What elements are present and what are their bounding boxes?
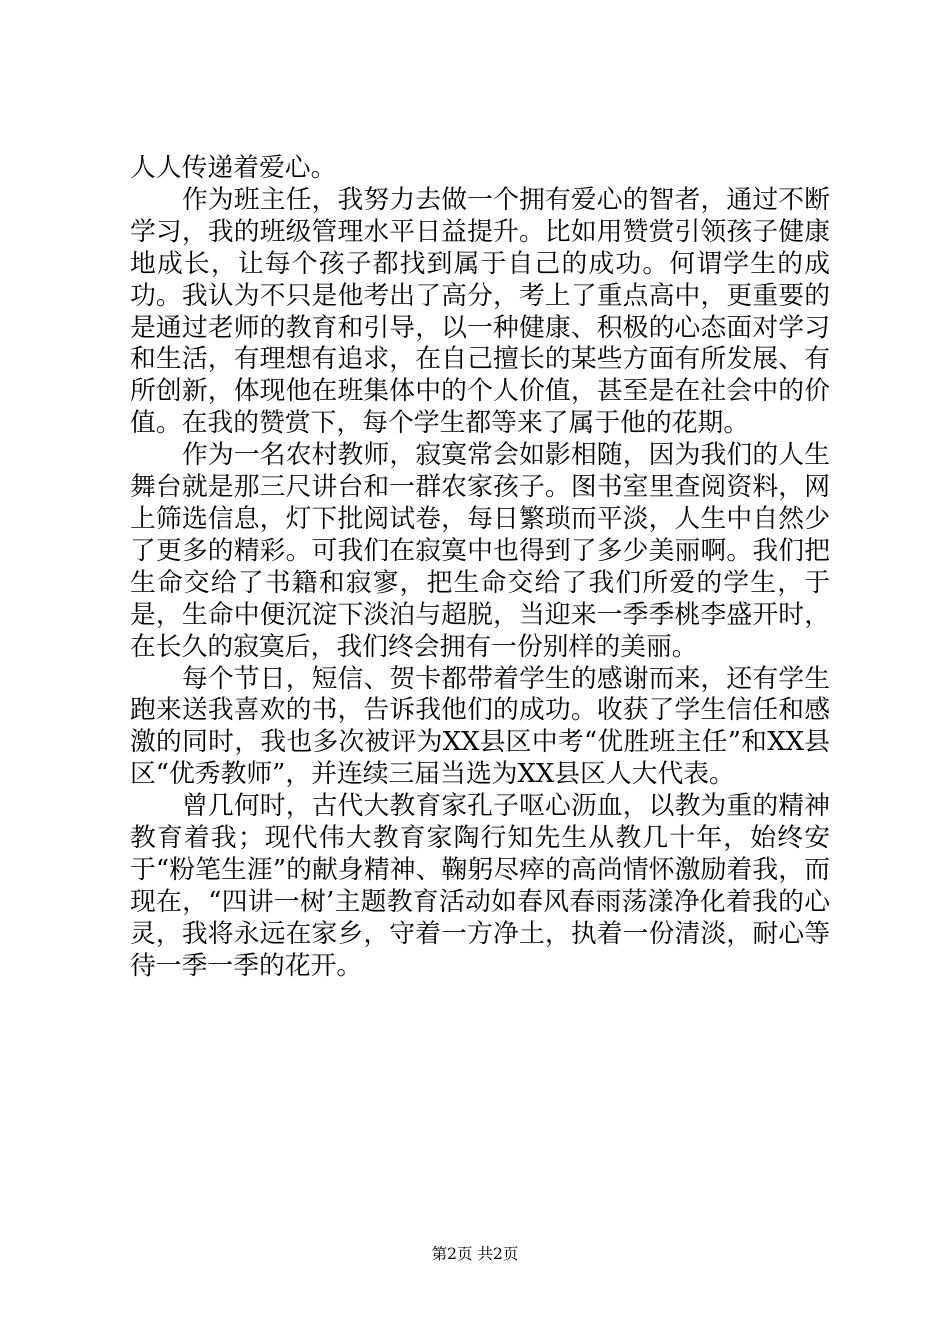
paragraph-holidays: 每个节日，短信、贺卡都带着学生的感谢而来，还有学生跑来送我喜欢的书，告诉我他们的成功。收获了学生信任和感激的同时，我也多次被评为XX县区中考“优胜班主任”和XX县区“优秀教师”，并连续三届当选为XX县区人大代表。: [130, 663, 830, 790]
paragraph-class-teacher: 作为班主任，我努力去做一个拥有爱心的智者，通过不断学习，我的班级管理水平日益提升。比如用赞赏引领孩子健康地成长，让每个孩子都找到属于自己的成功。何谓学生的成功。我认为不只是他考出了高分，考上了重点高中，更重要的是通过老师的教育和引导，以一种健康、积极的心态面对学习和生活，有理想有追求，在自己擅长的某些方面有所发展、有所创新，体现他在班集体中的个人价值，甚至是在社会中的价值。在我的赞赏下，每个学生都等来了属于他的花期。: [130, 184, 830, 439]
paragraph-conclusion: 曾几何时，古代大教育家孔子呕心沥血，以教为重的精神教育着我；现代伟大教育家陶行知先生从教几十年，始终安于“粉笔生涯”的献身精神、鞠躬尽瘁的高尚情怀激励着我，而现在，“四讲一树’主题教育活动如春风春雨荡漾净化着我的心灵，我将永远在家乡，守着一方净土，执着一份清淡，耐心等待一季一季的花开。: [130, 791, 830, 981]
document-body: [130, 153, 830, 983]
paragraph-continuation: 人人传递着爱心。: [130, 153, 337, 183]
paragraph-rural-teacher: 作为一名农村教师，寂寞常会如影相随，因为我们的人生舞台就是那三尺讲台和一群农家孩子。图书室里查阅资料，网上筛选信息，灯下批阅试卷，每日繁琐而平淡，人生中自然少了更多的精彩。可我们在寂寞中也得到了多少美丽啊。我们把生命交给了书籍和寂寥，把生命交给了我们所爱的学生，于是，生命中便沉淀下淡泊与超脱，当迎来一季季桃李盛开时，在长久的寂寞后，我们终会拥有一份别样的美丽。: [130, 440, 830, 662]
page-footer: 第2页 共2页: [431, 1245, 519, 1263]
